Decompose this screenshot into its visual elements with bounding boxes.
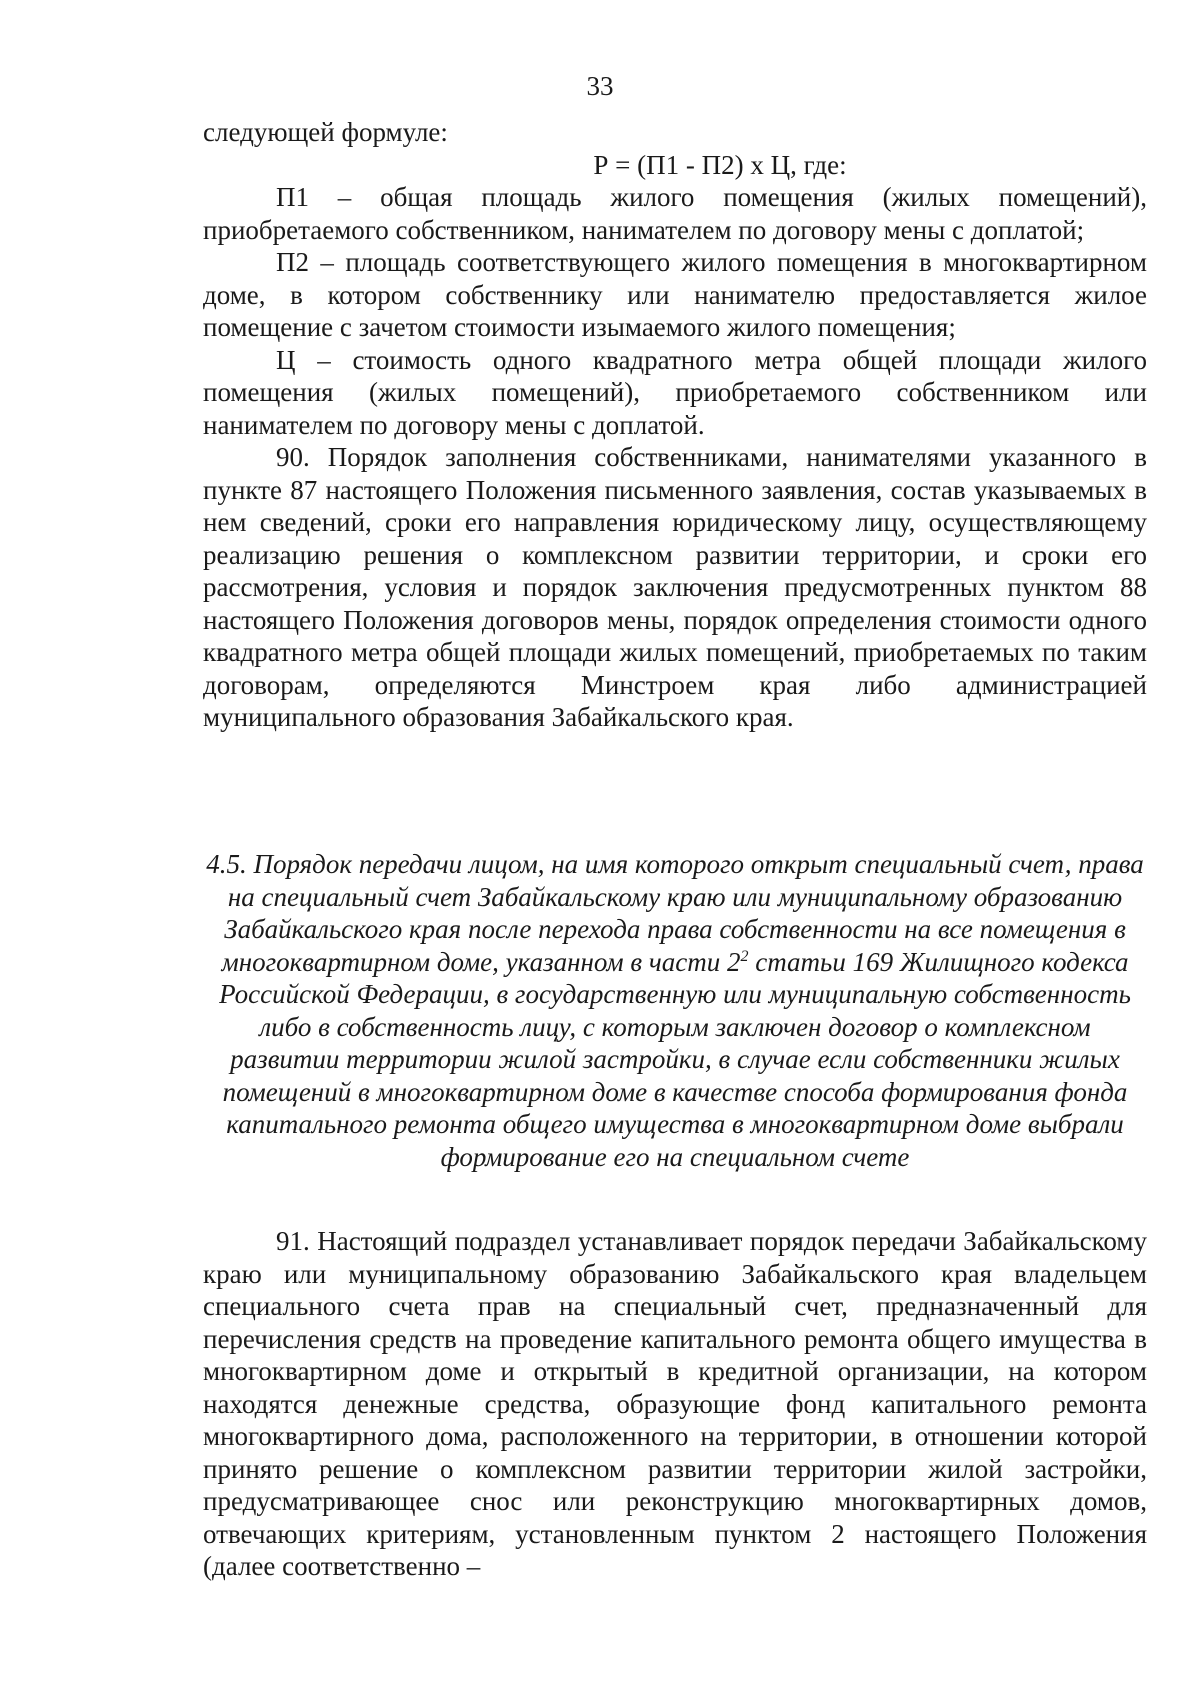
formula: Р = (П1 - П2) х Ц, где: xyxy=(593,149,847,180)
heading-superscript: 2 xyxy=(740,947,749,965)
paragraph-p2: П2 – площадь соответствующего жилого помещения в многоквартирном доме, в котором собственнику или нанимателю предоставляется жилое помещение с зачетом стоимости изымаемого жилого помещения; xyxy=(203,247,1147,342)
body-text-top xyxy=(203,116,1147,734)
paragraph-p3: Ц – стоимость одного квадратного метра общей площади жилого помещения (жилых помещений), приобретаемого собственником или нанимателем по договору мены с доплатой. xyxy=(203,344,1147,440)
body-text-bottom xyxy=(203,1225,1147,1583)
paragraph-intro: следующей формуле: xyxy=(203,117,448,147)
section-heading xyxy=(203,848,1147,1173)
paragraph-91: 91. Настоящий подраздел устанавливает порядок передачи Забайкальскому краю или муниципальному образованию Забайкальского края владельцем специального счета прав на специальный счет, предназначенный для перечисления средств на проведение капитального ремонта общего имущества в многоквартирном доме и открытый в кредитной организации, на котором находятся денежные средства, образующие фонд капитального ремонта многоквартирного дома, расположенного на территории, в отношении которой принято решение о комплексном развитии территории жилой застройки, предусматривающее снос или реконструкцию многоквартирных домов, отвечающих критериям, установленным пунктом 2 настоящего Положения (далее соответственно – xyxy=(203,1226,1147,1581)
paragraph-p1: П1 – общая площадь жилого помещения (жилых помещений), приобретаемого собственником, нанимателем по договору мены с доплатой; xyxy=(203,182,1147,245)
heading-part-1: 4.5. Порядок передачи лицом, на имя которого открыт специальный счет, права на специальный счет Забайкальскому краю или муниципальному образованию Забайкальского края после перехода права собственности на все помещения в многоквартирном доме, указанном в части 2 xyxy=(206,849,1144,977)
paragraph-90: 90. Порядок заполнения собственниками, нанимателями указанного в пункте 87 настоящего Положения письменного заявления, состав указываемых в нем сведений, сроки его направления юридическому лицу, осуществляющему реализацию решения о комплексном развитии территории, и сроки его рассмотрения, условия и порядок заключения предусмотренных пунктом 88 настоящего Положения договоров мены, порядок определения стоимости одного квадратного метра общей площади жилых помещений, приобретаемых по таким договорам, определяются Минстроем края либо администрацией муниципального образования Забайкальского края. xyxy=(203,442,1147,732)
page-number: 33 xyxy=(586,71,614,101)
heading-part-2: статьи 169 Жилищного кодекса Российской Федерации, в государственную или муниципальную собственность либо в собственность лицу, с которым заключен договор о комплексном развитии территории жилой застройки, в случае если собственники жилых помещений в многоквартирном доме в качестве способа формирования фонда капитального ремонта общего имущества в многоквартирном доме выбрали формирование его на специальном счете xyxy=(219,946,1131,1172)
